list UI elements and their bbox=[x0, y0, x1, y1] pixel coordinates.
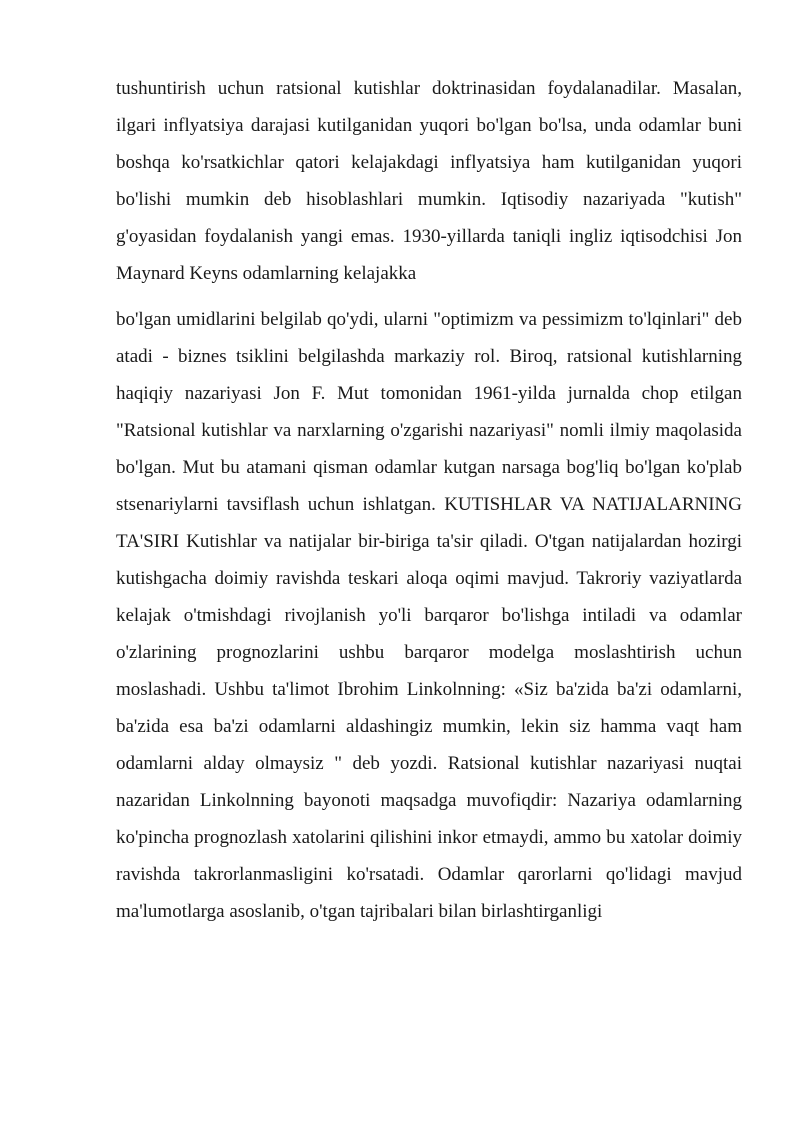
paragraph-1: tushuntirish uchun ratsional kutishlar doktrinasidan foydalanadilar. Masalan, ilgari inflyatsiya darajasi kutilganidan yuqori bo'lgan bo'lsa, unda odamlar buni boshqa ko'rsatkichlar qatori kelajakdagi inflyatsiya ham kutilganidan yuqori bo'lishi mumkin deb hisoblashlari mumkin. Iqtisodiy nazariyada "kutish" g'oyasidan foydalanish yangi emas. 1930-yillarda taniqli ingliz iqtisodchisi Jon Maynard Keyns odamlarning kelajakka bbox=[116, 78, 742, 284]
document-page bbox=[116, 70, 742, 930]
paragraph-2: bo'lgan umidlarini belgilab qo'ydi, ularni "optimizm va pessimizm to'lqinlari" deb atadi - biznes tsiklini belgilashda markaziy rol. Biroq, ratsional kutishlarning haqiqiy nazariyasi Jon F. Mut tomonidan 1961-yilda jurnalda chop etilgan "Ratsional kutishlar va narxlarning o'zgarishi nazariyasi" nomli ilmiy maqolasida bo'lgan. Mut bu atamani qisman odamlar kutgan narsaga bog'liq bo'lgan ko'plab stsenariylarni tavsiflash uchun ishlatgan. KUTISHLAR VA NATIJALARNING TA'SIRI Kutishlar va natijalar bir-biriga ta'sir qiladi. O'tgan natijalardan hozirgi kutishgacha doimiy ravishda teskari aloqa oqimi mavjud. Takroriy vaziyatlarda kelajak o'tmishdagi rivojlanish yo'li barqaror bo'lishga intiladi va odamlar o'zlarining prognozlarini ushbu barqaror modelga moslashtirish uchun moslashadi. Ushbu ta'limot Ibrohim Linkolnning: «Siz ba'zida ba'zi odamlarni, ba'zida esa ba'zi odamlarni aldashingiz mumkin, lekin siz hamma vaqt ham odamlarni alday olmaysiz " deb yozdi. Ratsional kutishlar nazariyasi nuqtai nazaridan Linkolnning bayonoti maqsadga muvofiqdir: Nazariya odamlarning ko'pincha prognozlash xatolarini qilishini inkor etmaydi, ammo bu xatolar doimiy ravishda takrorlanmasligini ko'rsatadi. Odamlar qarorlarni qo'lidagi mavjud ma'lumotlarga asoslanib, o'tgan tajribalari bilan birlashtirganligi bbox=[116, 309, 742, 922]
